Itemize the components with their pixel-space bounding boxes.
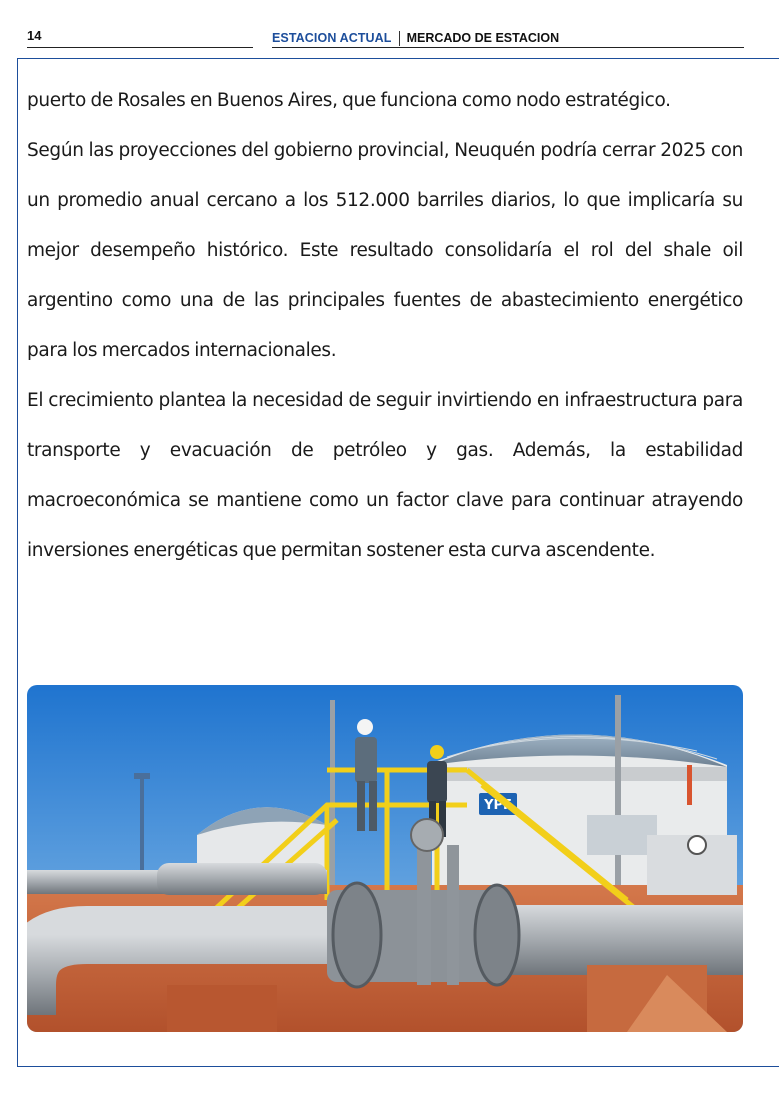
ypf-logo: YPF (484, 798, 512, 813)
header-rule (27, 47, 253, 48)
oil-facility-photo (27, 685, 743, 1032)
article-body (27, 76, 743, 576)
section-subtitle: MERCADO DE ESTACION (406, 31, 560, 45)
page-number: 14 (27, 28, 42, 43)
header-divider (399, 31, 400, 46)
article-paragraph: puerto de Rosales en Buenos Aires, que funciona como nodo estratégico. (27, 90, 671, 111)
article-paragraph: Según las proyecciones del gobierno provincial, Neuquén podría cerrar 2025 con un promedio anual cercano a los 512.000 barriles diarios, lo que implicaría su mejor desempeño histórico. Este resultado consolidaría el rol del shale oil argentino como una de las principales fuentes de abastecimiento energético para los mercados internacionales. (27, 140, 743, 361)
section-name: ESTACION ACTUAL (272, 31, 392, 45)
running-header (272, 29, 744, 48)
article-paragraph: El crecimiento plantea la necesidad de seguir invirtiendo en infraestructura para transporte y evacuación de petróleo y gas. Además, la estabilidad macroeconómica se mantiene como un factor clave para continuar atrayendo inversiones energéticas que permitan sostener esta curva ascendente. (27, 390, 743, 561)
